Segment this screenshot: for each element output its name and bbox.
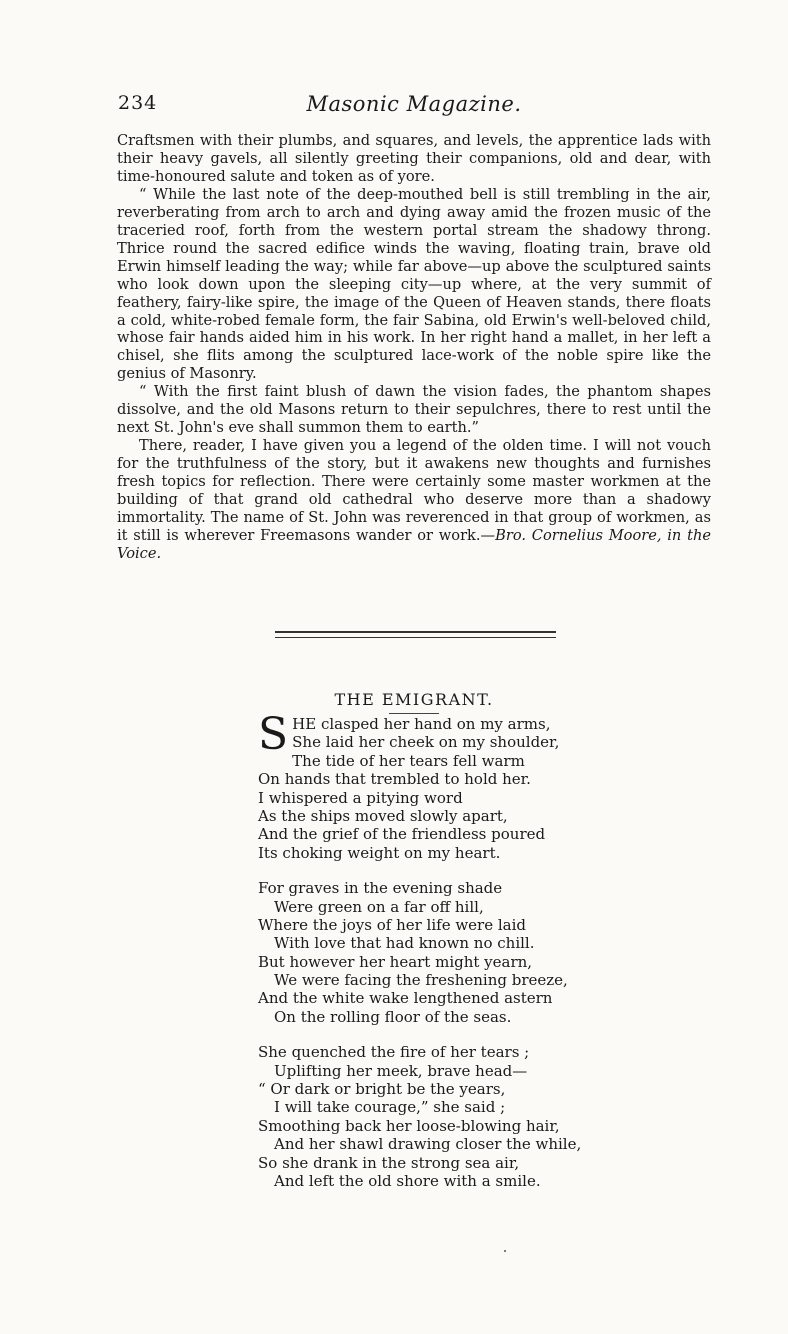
poem-line: I will take courage,” she said ; [274, 1098, 506, 1117]
article-text [117, 132, 711, 563]
poem-line: And left the old shore with a smile. [274, 1171, 541, 1190]
poem-line: Smoothing back her loose-blowing hair, [258, 1116, 560, 1135]
poem-title [260, 690, 568, 714]
print-speck [504, 1250, 506, 1252]
poem-line: She quenched the fire of her tears ; [258, 1043, 530, 1062]
poem-line: But however her heart might yearn, [258, 952, 533, 971]
poem-line: “ Or dark or bright be the years, [258, 1080, 506, 1099]
poem-line: I whispered a pitying word [258, 788, 463, 807]
poem-line: As the ships moved slowly apart, [258, 806, 508, 825]
paragraph-4-text: There, reader, I have given you a legend of the olden time. I will not vouch for the truthfulness of the story, but it awakens new thoughts and furnishes fresh topics for reflection. There were certainly some master workmen at the building of that grand old cathedral who deserve more than a shadowy immortality. The name of St. John was reverenced in that group of workmen, as it still is wherever Freemasons wander or work.— [117, 437, 711, 544]
poem-line: And the grief of the friendless poured [258, 825, 546, 844]
poem-line: With love that had known no chill. [274, 934, 535, 953]
author-signature: Bro. Cornelius Moore, in the Voice. [117, 526, 711, 562]
drop-cap: S [258, 709, 289, 760]
poem-line: So she drank in the strong sea air, [258, 1153, 520, 1172]
paragraph-1: Craftsmen with their plumbs, and squares, and levels, the apprentice lads with their heavy gavels, all silently greeting their companions, old and dear, with time-honoured salute and token as of yore. [117, 132, 711, 185]
poem-line: For graves in the evening shade [258, 879, 503, 898]
poem-line: On hands that trembled to hold her. [258, 770, 531, 789]
poem-line: Where the joys of her life were laid [258, 915, 527, 934]
poem-line: On the rolling floor of the seas. [274, 1007, 512, 1026]
paragraph-3: “ With the first faint blush of dawn the vision fades, the phantom shapes dissolve, and the old Masons return to their sepulchres, there to rest until the next St. John's eve shall summon them to earth.” [117, 383, 711, 437]
section-divider-thin [275, 637, 556, 638]
section-divider-thick [275, 631, 556, 633]
poem-line: Its choking weight on my heart. [258, 843, 501, 862]
stanza-3 [258, 1043, 598, 1190]
poem-line: HE clasped her hand on my arms, [292, 715, 551, 733]
poem-line: Uplifting her meek, brave head— [274, 1061, 528, 1080]
poem-line: And the white wake lengthened astern [258, 989, 553, 1008]
poem-line: She laid her cheek on my shoulder, [292, 733, 560, 752]
running-title: Masonic Magazine. [306, 92, 522, 116]
poem-line: The tide of her tears fell warm [292, 751, 525, 770]
paragraph-2: “ While the last note of the deep-mouthed bell is still trembling in the air, reverberating from arch to arch and dying away amid the frozen music of the traceried roof, forth from the western portal stream the shadowy throng. Thrice round the sacred edifice winds the waving, floating train, brave old Erwin himself leading the way; while far above—up above the sculptured saints who look down upon the sleeping city—up where, at the very summit of feathery, fairy-like spire, the image of the Queen of Heaven stands, there floats a cold, white-robed female form, the fair Sabina, old Erwin's well-beloved child, whose fair hands aided him in his work. In her right hand a mallet, in her left a chisel, she flits among the sculptured lace-work of the noble spire like the genius of Masonry. [117, 185, 711, 383]
title-underline [389, 713, 439, 714]
page-header [118, 92, 710, 118]
stanza-1 [258, 709, 598, 862]
poem-line: We were facing the freshening breeze, [274, 971, 568, 990]
poem-title-text: THE EMIGRANT. [334, 690, 494, 709]
stanza-2 [258, 879, 598, 1026]
poem-line: Were green on a far off hill, [274, 897, 484, 916]
paragraph-4 [117, 437, 711, 563]
poem-line: And her shawl drawing closer the while, [274, 1135, 582, 1154]
page-number: 234 [118, 92, 158, 114]
poem [258, 709, 598, 1207]
